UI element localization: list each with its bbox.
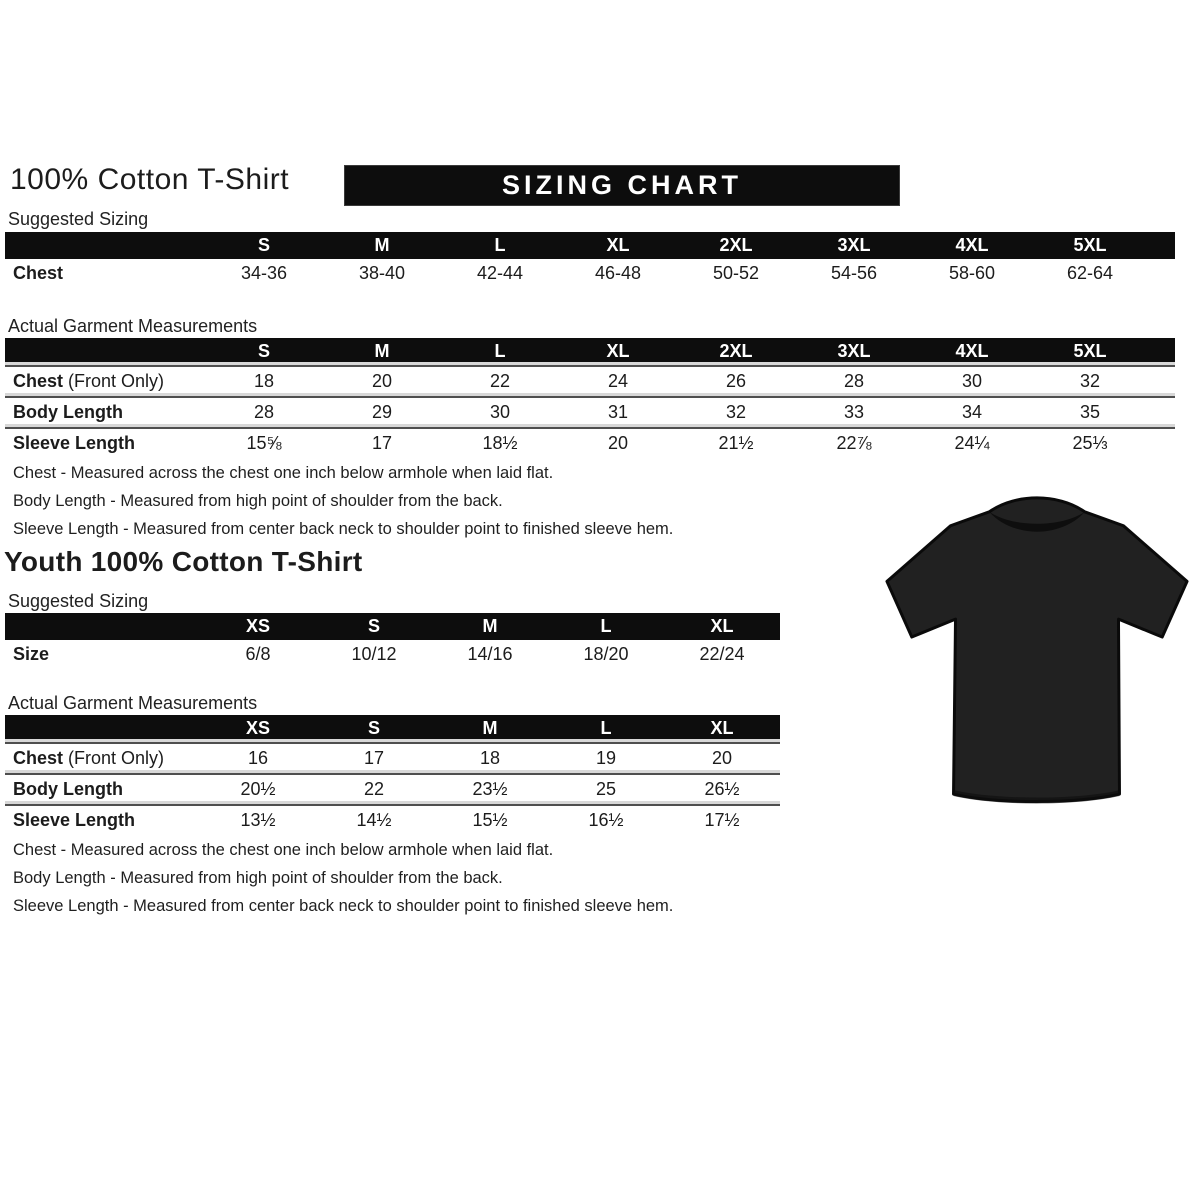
size-column-header: S bbox=[257, 235, 270, 255]
measurement-value: 21½ bbox=[718, 433, 754, 453]
row-label: Body Length bbox=[13, 779, 123, 799]
youth-actual-measurements-table bbox=[5, 715, 780, 835]
table-row bbox=[5, 365, 1175, 396]
measurement-value: 54-56 bbox=[830, 263, 878, 283]
measurement-value: 15⅝ bbox=[246, 433, 282, 453]
measurement-value: 26½ bbox=[704, 779, 740, 799]
size-column-header: S bbox=[367, 616, 380, 636]
measurement-value: 32 bbox=[1079, 371, 1101, 391]
measurement-value: 34-36 bbox=[240, 263, 288, 283]
measurement-value: 19 bbox=[595, 748, 617, 768]
black-tshirt-graphic bbox=[878, 474, 1196, 816]
measurement-value: 24 bbox=[607, 371, 629, 391]
size-column-header: XL bbox=[710, 616, 734, 636]
measurement-value: 31 bbox=[607, 402, 629, 422]
measurement-value: 18½ bbox=[482, 433, 518, 453]
measurement-value: 20 bbox=[711, 748, 733, 768]
table-row bbox=[5, 259, 1175, 288]
adult-suggested-sizing-label: Suggested Sizing bbox=[8, 209, 149, 229]
measurement-value: 20 bbox=[607, 433, 629, 453]
size-column-header: 2XL bbox=[719, 235, 753, 255]
size-column-header: 2XL bbox=[719, 341, 753, 361]
measurement-value: 13½ bbox=[240, 810, 276, 830]
youth-measurement-notes bbox=[13, 836, 673, 920]
measurement-value: 50-52 bbox=[712, 263, 760, 283]
adult-suggested-sizing-table bbox=[5, 232, 1175, 288]
size-column-header: M bbox=[374, 341, 390, 361]
measurement-value: 32 bbox=[725, 402, 747, 422]
measurement-value: 26 bbox=[725, 371, 747, 391]
measurement-value: 23½ bbox=[472, 779, 508, 799]
measurement-value: 28 bbox=[253, 402, 275, 422]
measurement-value: 17 bbox=[371, 433, 393, 453]
measurement-value: 30 bbox=[961, 371, 983, 391]
measurement-value: 18/20 bbox=[583, 644, 629, 664]
note-sleeve-length: Sleeve Length - Measured from center back neck to shoulder point to finished sleeve hem. bbox=[13, 897, 674, 915]
youth-suggested-sizing-table bbox=[5, 613, 780, 669]
measurement-value: 6/8 bbox=[245, 644, 271, 664]
measurement-value: 25⅓ bbox=[1072, 433, 1108, 453]
measurement-value: 42-44 bbox=[476, 263, 524, 283]
youth-suggested-sizing-label: Suggested Sizing bbox=[8, 591, 149, 611]
table-row bbox=[5, 396, 1175, 427]
size-column-header: M bbox=[482, 616, 498, 636]
adult-actual-measurements-table bbox=[5, 338, 1175, 458]
row-label: Sleeve Length bbox=[13, 433, 136, 453]
measurement-value: 38-40 bbox=[358, 263, 406, 283]
measurement-value: 16 bbox=[247, 748, 269, 768]
measurement-value: 34 bbox=[961, 402, 983, 422]
measurement-value: 15½ bbox=[472, 810, 508, 830]
table-row bbox=[5, 804, 780, 835]
table-header-row bbox=[5, 338, 1175, 365]
measurement-value: 33 bbox=[843, 402, 865, 422]
size-column-header: XS bbox=[245, 718, 270, 738]
measurement-value: 14/16 bbox=[467, 644, 513, 664]
youth-actual-measurements-label: Actual Garment Measurements bbox=[8, 693, 258, 713]
measurement-value: 28 bbox=[843, 371, 865, 391]
note-body-length: Body Length - Measured from high point of shoulder from the back. bbox=[13, 869, 503, 887]
table-row bbox=[5, 742, 780, 773]
note-sleeve-length: Sleeve Length - Measured from center back neck to shoulder point to finished sleeve hem. bbox=[13, 520, 674, 538]
sizing-chart-banner-label: SIZING CHART bbox=[502, 170, 742, 200]
row-label: Size bbox=[13, 644, 50, 664]
size-column-header: XL bbox=[606, 235, 630, 255]
measurement-value: 14½ bbox=[356, 810, 392, 830]
measurement-value: 24¼ bbox=[954, 433, 990, 453]
size-column-header: 5XL bbox=[1073, 235, 1107, 255]
size-column-header: XS bbox=[245, 616, 270, 636]
measurement-value: 20½ bbox=[240, 779, 276, 799]
size-column-header: 3XL bbox=[837, 341, 871, 361]
measurement-value: 25 bbox=[595, 779, 617, 799]
sizing-chart-banner bbox=[345, 166, 899, 205]
measurement-value: 17½ bbox=[704, 810, 740, 830]
size-column-header: M bbox=[374, 235, 390, 255]
tshirt-body bbox=[887, 498, 1187, 802]
table-row bbox=[5, 427, 1175, 458]
measurement-value: 18 bbox=[253, 371, 275, 391]
table-header-row bbox=[5, 715, 780, 742]
measurement-value: 16½ bbox=[588, 810, 624, 830]
tshirt-image bbox=[878, 474, 1196, 816]
measurement-value: 46-48 bbox=[594, 263, 642, 283]
page-title: 100% Cotton T-Shirt bbox=[10, 163, 290, 196]
size-column-header: XL bbox=[606, 341, 630, 361]
measurement-value: 62-64 bbox=[1066, 263, 1114, 283]
row-label: Chest (Front Only) bbox=[13, 371, 165, 391]
adult-measurement-notes bbox=[13, 459, 673, 543]
table-header-row bbox=[5, 232, 1175, 259]
measurement-value: 30 bbox=[489, 402, 511, 422]
size-column-header: L bbox=[600, 616, 612, 636]
measurement-value: 10/12 bbox=[351, 644, 397, 664]
row-label: Sleeve Length bbox=[13, 810, 136, 830]
measurement-value: 22 bbox=[363, 779, 385, 799]
measurement-value: 22⅞ bbox=[836, 433, 872, 453]
measurement-value: 17 bbox=[363, 748, 385, 768]
note-chest: Chest - Measured across the chest one inch below armhole when laid flat. bbox=[13, 841, 554, 859]
measurement-value: 18 bbox=[479, 748, 501, 768]
size-column-header: L bbox=[494, 341, 506, 361]
size-column-header: M bbox=[482, 718, 498, 738]
size-column-header: S bbox=[367, 718, 380, 738]
note-chest: Chest - Measured across the chest one inch below armhole when laid flat. bbox=[13, 464, 554, 482]
youth-section-title: Youth 100% Cotton T-Shirt bbox=[4, 546, 363, 577]
size-column-header: 3XL bbox=[837, 235, 871, 255]
row-label: Chest bbox=[13, 263, 64, 283]
size-column-header: 5XL bbox=[1073, 341, 1107, 361]
measurement-value: 35 bbox=[1079, 402, 1101, 422]
row-label: Chest (Front Only) bbox=[13, 748, 165, 768]
measurement-value: 58-60 bbox=[948, 263, 996, 283]
size-column-header: 4XL bbox=[955, 235, 989, 255]
row-label: Body Length bbox=[13, 402, 123, 422]
measurement-value: 20 bbox=[371, 371, 393, 391]
table-row bbox=[5, 640, 780, 669]
note-body-length: Body Length - Measured from high point of shoulder from the back. bbox=[13, 492, 503, 510]
measurement-value: 22/24 bbox=[699, 644, 745, 664]
size-column-header: S bbox=[257, 341, 270, 361]
table-row bbox=[5, 773, 780, 804]
measurement-value: 22 bbox=[489, 371, 511, 391]
size-column-header: XL bbox=[710, 718, 734, 738]
adult-actual-measurements-label: Actual Garment Measurements bbox=[8, 316, 258, 336]
measurement-value: 29 bbox=[371, 402, 393, 422]
size-column-header: L bbox=[494, 235, 506, 255]
table-header-row bbox=[5, 613, 780, 640]
size-column-header: L bbox=[600, 718, 612, 738]
size-column-header: 4XL bbox=[955, 341, 989, 361]
